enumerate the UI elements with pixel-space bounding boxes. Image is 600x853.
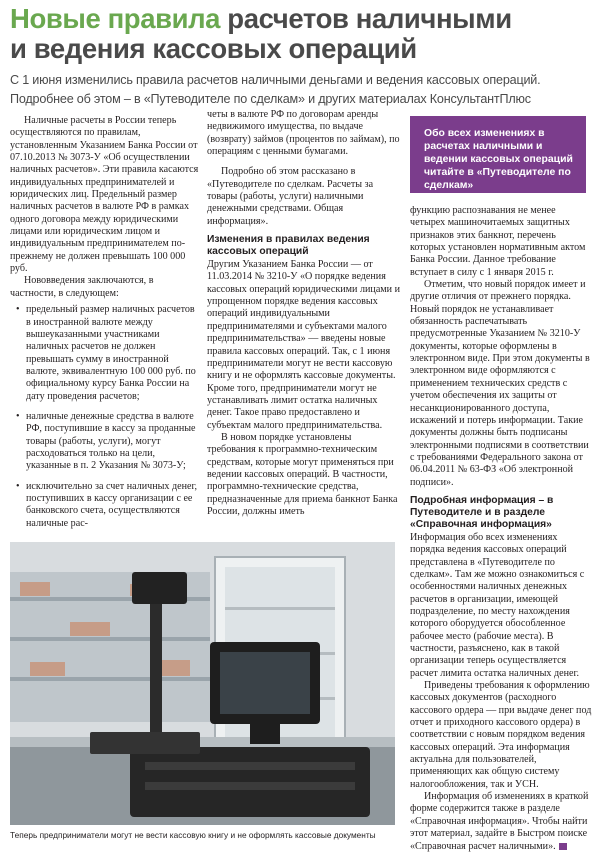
photo-caption: Теперь предприниматели могут не вести кассовую книгу и не оформлять кассовые документы [10,830,376,840]
headline-accent: Новые правила [10,3,221,34]
list-item: • наличные денежные средства в валюте РФ, поступившие в кассу за проданные товары (работы, услуги), могут расходоваться только на цели, указанные в п. 2 Указания № 3073-У; [26,411,200,473]
col3-paragraph-2: Отметим, что новый порядок имеет и другие отличия от прежнего порядка. Новый порядок не устанавливает обязанность распечатывать предусмотренные Указанием № 3210-У документы, которые оформлены в электронном виде. При этом документы в электронном виде оформляются с применением технических средств с учетом обеспечения их защиты от несанкционированного доступа, искажений и потерь информации. Такие документы должны быть подписаны электронными подписями в соответствии с требованиями Федерального закона от 06.04.2011 № 63-ФЗ «Об электронной подписи». [410,279,590,488]
col3-subheading: Подробная информация – в Путеводителе и в разделе «Справочная информация» [410,494,554,530]
col3-paragraph-3: Информация обо всех изменениях порядка ведения кассовых операций представлена в «Путеводителе по сделкам». Там же можно ознакомиться с особенностями наличных денежных расчетов в организации, имеющей подразделение, по месту нахождения которого оборудуется обособленное рабочее место (рабочие места). В частности, разъяснено, как в такой организации теперь осуществляется расчет лимита остатка наличных денег. [410,531,585,679]
end-of-article-mark [559,843,567,850]
list-item: • исключительно за счет наличных денег, поступивших в кассу организации с ее банковского счета, осуществляются наличные рас- [26,481,200,530]
lead-line2: Подробнее об этом – в «Путеводителе по сделкам» и других материалах КонсультантПлюс [10,92,531,106]
headline-line2: и ведения кассовых операций [10,33,417,64]
col3-paragraph-4: Приведены требования к оформлению кассовых документов (расходного кассового ордера — при выдаче денег под отчет и приходного кассового ордера) в соответствии с новым порядком ведения кассовых операций. Эта информация актуальна для пользователей, применяющих как общую систему налогообложения, так и УСН. [410,680,592,790]
col2-subheading: Изменения в правилах ведения кассовых операций [207,234,370,258]
col1-bullet-list [10,304,200,530]
col1-paragraph-1: Наличные расчеты в России теперь осуществляются по правилам, установленным Указанием Банка России от 07.10.2013 № 3073-У «Об осуществлении наличных расчетов». Эти правила касаются индивидуальных предпринимателей и юридических лиц. Предельный размер наличных расчетов в валюте РФ в рамках одного договора между юридическими лицами или юридическим лицом и индивидуальным предпринимателем по-прежнему не должен превышать 100 000 руб. [10,115,199,275]
photo-illustration [10,542,395,825]
column-3 [410,205,592,853]
lead-line1: С 1 июня изменились правила расчетов наличными деньгами и ведения кассовых операций. [10,73,541,87]
col2-paragraph-1: четы в валюте РФ по договорам аренды недвижимого имущества, по выдаче (возврату) займов (процентов по займам), по операциям с ценными бумагами. [207,109,400,158]
callout-box [410,116,586,193]
cash-register-photo [10,542,395,825]
col2-paragraph-3: Другим Указанием Банка России — от 11.03.2014 № 3210-У «О порядке ведения кассовых операций юридическими лицами и упрощенном порядке ведения кассовых операций индивидуальными предпринимателями и субъектами малого предпринимательства» — введены новые правила кассовых операций. Так, с 1 июня предприниматели могут не вести кассовую книгу и не оформлять кассовые документы. Кроме того, предприниматели могут не устанавливать лимит остатка наличных денег. Такое право предоставлено и субъектам малого предпринимательства. [207,259,401,431]
col3-paragraph-1: функцию распознавания не менее четырех машиночитаемых защитных признаков этих банкнот, перечень которых установлен нормативным актом Банка России. Данное требование вступает в силу с 1 января 2015 г. [410,205,586,278]
col2-paragraph-2: Подробно об этом рассказано в «Путеводителе по сделкам. Расчеты за товары (работы, услуги) наличными денежными средствами. Общая информация». [207,166,374,227]
column-2 [207,109,400,518]
column-1 [10,115,200,538]
col3-paragraph-5 [410,791,592,853]
col3-paragraph-5-text: Информация об изменениях в краткой форме содержится также в разделе «Справочная информация». Чтобы найти этот материал, задайте в Быстром поиске «Справочная расчет наличными». [410,791,589,852]
lead [10,71,595,109]
list-item: • предельный размер наличных расчетов в иностранной валюте между вышеуказанными участниками наличных расчетов не должен превышать сумму в иностранной валюте, эквивалентную 100 000 руб. по официальному курсу Банка России на дату проведения расчетов; [26,304,200,403]
col2-paragraph-4: В новом порядке установлены требования к программно-техническим средствам, которые могут применяться при ведении кассовых операций. В частности, программно-технические средства, предназначенные для приема банкнот Банка России, должны иметь [207,431,398,517]
callout-text: Обо всех изменениях в расчетах наличными и ведении кассовых операций читайте в «Путеводителе по сделкам» [424,128,573,191]
headline [10,4,595,64]
col1-paragraph-2: Нововведения заключаются, в частности, в следующем: [10,275,154,299]
headline-rest: расчетов наличными [220,3,512,34]
